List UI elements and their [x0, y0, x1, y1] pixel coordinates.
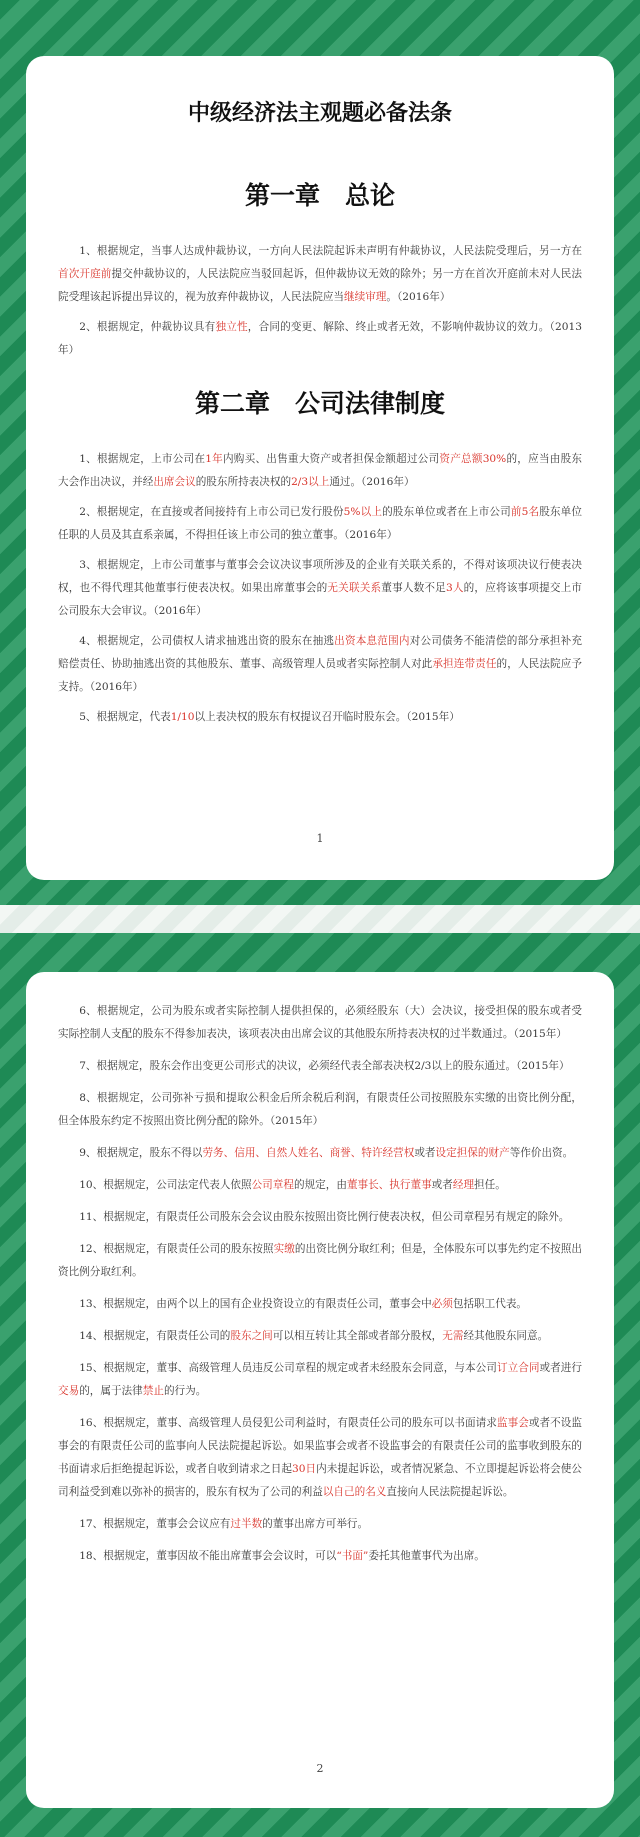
highlighted-term: 无需 [442, 1330, 464, 1342]
clause-text: 的，人民法院应予支持。（2016年） [58, 658, 583, 693]
clause [58, 1087, 582, 1133]
page-number: 2 [316, 1762, 324, 1775]
clause-text: 的出资比例分取红利；但是，全体股东可以事先约定不按照出资比例分取红利。 [58, 1243, 583, 1278]
chapter-1-paragraphs [58, 240, 582, 362]
clause-text: 1、根据规定，当事人达成仲裁协议，一方向人民法院起诉未声明有仲裁协议，人民法院受理后，另一方在 [79, 245, 582, 257]
clause [58, 1513, 582, 1536]
document-page-2 [26, 972, 614, 1808]
clause-text: 的行为。 [163, 1385, 207, 1397]
highlighted-term: 公司章程 [251, 1179, 294, 1191]
clause-text: 的，应当由股东大会作出决议，并经 [58, 453, 582, 488]
clause-text: 10、根据规定，公司法定代表人依照 [79, 1179, 252, 1191]
clause [58, 1206, 582, 1229]
highlighted-term: 经理 [452, 1179, 475, 1191]
highlighted-term: 1年 [205, 453, 223, 465]
clause-text: 的规定，由 [293, 1179, 347, 1191]
highlighted-term: 1/10 [170, 711, 195, 723]
highlighted-term: 5%以上 [343, 506, 383, 518]
clause-text: 的董事出席方可举行。 [262, 1518, 369, 1530]
clause-text: 提交仲裁协议的，人民法院应当驳回起诉，但仲裁协议无效的除外；另一方在首次开庭前未对人民法院受理该起诉提出异议的，视为放弃仲裁协议，人民法院应当 [58, 268, 583, 303]
highlighted-term: 交易 [58, 1385, 80, 1397]
highlighted-term: 过半数 [230, 1518, 263, 1530]
highlighted-term: 实缴 [273, 1243, 295, 1255]
highlighted-term: 股东之间 [230, 1330, 273, 1342]
clause-text: 14、根据规定，有限责任公司的 [79, 1330, 231, 1342]
highlighted-term: 独立性 [215, 321, 248, 333]
highlighted-term: 订立合同 [496, 1362, 540, 1374]
clause [58, 501, 582, 547]
clause-text: 可以相互转让其全部或者部分股权， [272, 1330, 443, 1342]
clause [58, 1545, 582, 1568]
clause-text: 内未提起诉讼，或者情况紧急、不立即提起诉讼将会使公司利益受到难以弥补的损害的，股东有权为了公司的利益 [58, 1463, 583, 1498]
highlighted-term: 3人 [445, 582, 464, 594]
clause-text: 3、根据规定，上市公司董事与董事会会议决议事项所涉及的企业有关联关系的，不得对该项决议行使表决权，也不得代理其他董事行使表决权。如果出席董事会的 [58, 559, 582, 594]
clause-text: 5、根据规定，代表 [79, 711, 171, 723]
clause-text: 的，属于法律 [79, 1385, 143, 1397]
page-separator [0, 905, 640, 933]
clause-text: 的股东单位或者在上市公司 [382, 506, 511, 518]
clause-text: 直接向人民法院提起诉讼。 [386, 1486, 514, 1498]
clause-text: 或者不设监事会的有限责任公司的监事向人民法院提起诉讼。如果监事会或者不设监事会的有限责任公司的监事收到股东的书面请求后拒绝提起诉讼，或者自收到请求之日起 [58, 1417, 583, 1475]
clause [58, 1055, 582, 1078]
highlighted-term: 2/3以上 [291, 476, 330, 488]
clause [58, 1412, 582, 1504]
clause-text: 17、根据规定，董事会会议应有 [79, 1518, 231, 1530]
clause-text: 等作价出资。 [509, 1147, 574, 1159]
clause-text: 13、根据规定，由两个以上的国有企业投资设立的有限责任公司，董事会中 [79, 1298, 432, 1310]
clause-text: 或者 [431, 1179, 453, 1191]
highlighted-term: 30日 [291, 1463, 317, 1475]
highlighted-term: 出席会议 [153, 476, 196, 488]
clause-text: 12、根据规定，有限责任公司的股东按照 [79, 1243, 274, 1255]
page-2-paragraphs [58, 972, 582, 1568]
page-number: 1 [316, 832, 324, 845]
clause-text: 经其他股东同意。 [463, 1330, 549, 1342]
clause-text: 1、根据规定，上市公司在 [79, 453, 206, 465]
highlighted-term: 承担连带责任 [432, 658, 497, 670]
clause-text: 担任。 [474, 1179, 506, 1191]
chapter-1-title: 第一章 总论 [244, 181, 395, 210]
clause [58, 316, 582, 362]
highlighted-term: “书面” [336, 1550, 369, 1562]
clause-text: 9、根据规定，股东不得以 [79, 1147, 203, 1159]
highlighted-term: 首次开庭前 [58, 268, 112, 280]
clause [58, 706, 582, 729]
highlighted-term: 出资本息范围内 [334, 635, 410, 647]
clause [58, 1293, 582, 1316]
clause-text: 以上表决权的股东有权提议召开临时股东会。（2015年） [194, 711, 460, 723]
chapter-2-paragraphs [58, 448, 582, 729]
highlighted-term: 董事长、执行董事 [346, 1179, 432, 1191]
highlighted-term: 禁止 [142, 1385, 164, 1397]
document-title: 中级经济法主观题必备法条 [187, 101, 452, 126]
clause-text: 对公司债务不能清偿的部分承担补充赔偿责任、协助抽逃出资的其他股东、董事、高级管理人员或者实际控制人对此 [58, 635, 583, 670]
clause [58, 448, 582, 494]
clause-text: 通过。（2016年） [329, 476, 415, 488]
clause-text: 7、根据规定，股东会作出变更公司形式的决议，必须经代表全部表决权2/3以上的股东通过。（2015年） [79, 1060, 570, 1072]
clause [58, 1142, 582, 1165]
highlighted-term: 必须 [431, 1298, 453, 1310]
clause-text: 董事人数不足 [381, 582, 446, 594]
clause [58, 554, 582, 623]
clause-text: 或者进行 [539, 1362, 583, 1374]
highlighted-term: 继续审理 [344, 291, 387, 303]
clause-text: 18、根据规定，董事因故不能出席董事会会议时，可以 [79, 1550, 337, 1562]
highlighted-term: 监事会 [496, 1417, 529, 1429]
highlighted-term: 前5名 [510, 506, 540, 518]
highlighted-term: 资产总额30% [439, 453, 507, 465]
clause-text: 委托其他董事代为出席。 [368, 1550, 485, 1562]
clause [58, 1325, 582, 1348]
clause-text: 的股东所持表决权的 [195, 476, 292, 488]
clause-text: 2、根据规定，仲裁协议具有 [79, 321, 216, 333]
clause-text: 2、根据规定，在直接或者间接持有上市公司已发行股份 [79, 506, 344, 518]
clause-text: 6、根据规定，公司为股东或者实际控制人提供担保的，必须经股东（大）会决议，接受担保的股东或者受实际控制人支配的股东不得参加表决，该项表决由出席会议的其他股东所持表决权的过半数通过。（2015年） [58, 1005, 582, 1040]
clause-text: 或者 [414, 1147, 436, 1159]
clause-text: 8、根据规定，公司弥补亏损和提取公积金后所余税后利润，有限责任公司按照股东实缴的出资比例分配，但全体股东约定不按照出资比例分配的除外。（2015年） [58, 1092, 582, 1127]
clause-text: 15、根据规定，董事、高级管理人员违反公司章程的规定或者未经股东会同意，与本公司 [79, 1362, 497, 1374]
clause-text: 4、根据规定，公司债权人请求抽逃出资的股东在抽逃 [79, 635, 335, 647]
highlighted-term: 劳务、信用、自然人姓名、商誉、特许经营权 [202, 1147, 415, 1159]
clause [58, 630, 582, 699]
clause-text: 包括职工代表。 [452, 1298, 528, 1310]
clause-text: 股东单位任职的人员及其直系亲属，不得担任该上市公司的独立董事。（2016年） [58, 506, 582, 541]
clause-text: ，合同的变更、解除、终止或者无效，不影响仲裁协议的效力。（2013年） [58, 321, 583, 356]
clause-text: 11、根据规定，有限责任公司股东会会议由股东按照出资比例行使表决权，但公司章程另有规定的除外。 [79, 1211, 570, 1223]
highlighted-term: 以自己的名义 [322, 1486, 387, 1498]
clause-text: 的，应将该事项提交上市公司股东大会审议。（2016年） [58, 582, 583, 617]
clause [58, 1357, 582, 1403]
clause [58, 1238, 582, 1284]
clause-text: 。（2016年） [386, 291, 451, 303]
document-page-1 [26, 56, 614, 880]
clause-text: 16、根据规定，董事、高级管理人员侵犯公司利益时，有限责任公司的股东可以书面请求 [79, 1417, 497, 1429]
clause [58, 240, 582, 309]
chapter-2-title: 第二章 公司法律制度 [194, 389, 445, 418]
clause [58, 1000, 582, 1046]
highlighted-term: 无关联关系 [327, 582, 382, 594]
clause-text: 内购买、出售重大资产或者担保金额超过公司 [222, 453, 440, 465]
clause [58, 1174, 582, 1197]
highlighted-term: 设定担保的财产 [435, 1147, 510, 1159]
